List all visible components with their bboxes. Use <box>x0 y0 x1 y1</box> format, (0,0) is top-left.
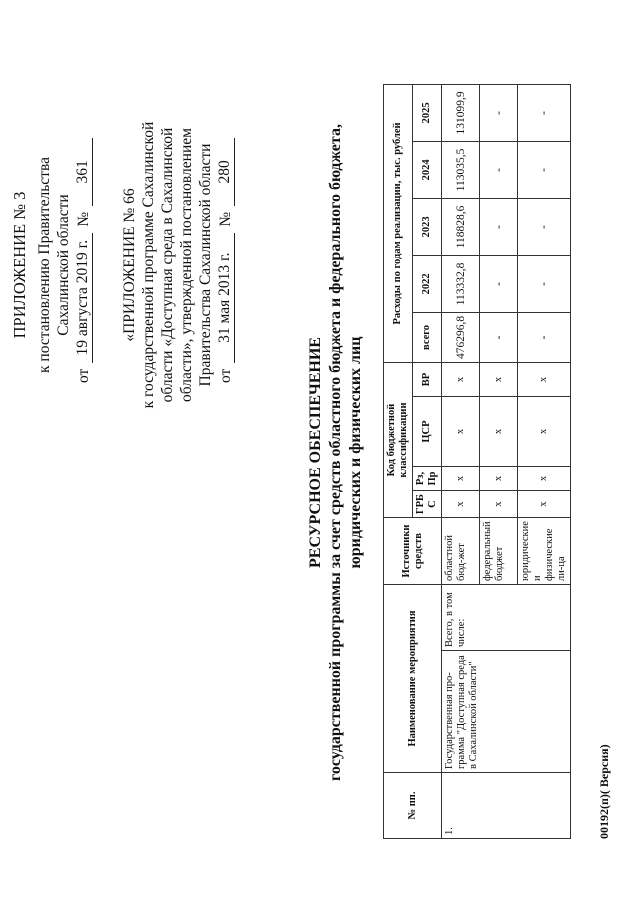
header-2025: 2025 <box>413 84 442 141</box>
appendix-date-row <box>73 95 93 383</box>
appendix-block <box>10 95 93 435</box>
document-title <box>306 0 366 905</box>
row-source: юридические и физические ли-ца <box>518 518 571 585</box>
table-header-row-1 <box>384 84 413 838</box>
row-2024: 113035,5 <box>442 141 480 198</box>
row-total: - <box>480 312 518 362</box>
row-vr: х <box>480 363 518 397</box>
resource-table <box>383 84 571 839</box>
row-rz: х <box>480 467 518 491</box>
appendix-number-sign: № <box>75 211 92 227</box>
title-line-1: РЕСУРСНОЕ ОБЕСПЕЧЕНИЕ <box>307 337 324 568</box>
header-2024: 2024 <box>413 141 442 198</box>
row-source: федеральный бюджет <box>480 518 518 585</box>
appendix-number: ПРИЛОЖЕНИЕ № 3 <box>10 191 29 339</box>
row-total: 476296,8 <box>442 312 480 362</box>
appendix-from-label: от <box>75 368 92 383</box>
row-2024: - <box>518 141 571 198</box>
header-expenses: Расходы по годам реализации, тыс. рублей <box>384 84 413 362</box>
title-line-2: государственной программы за счет средств областного бюджета и федерального бюджета, <box>327 124 344 781</box>
appendix-line-1: к постановлению Правительства <box>36 157 53 373</box>
header-grbs: ГРБ С <box>413 491 442 518</box>
row-csr: х <box>480 397 518 467</box>
row-2024: - <box>480 141 518 198</box>
table-row <box>442 84 480 838</box>
program-appendix-line-1: к государственной программе Сахалинской <box>140 121 157 409</box>
appendix-line-2: Сахалинской области <box>55 194 72 336</box>
program-number-sign: № <box>217 211 234 227</box>
program-appendix-line-4: Правительства Сахалинской области <box>197 143 214 387</box>
row-vr: х <box>518 363 571 397</box>
header-2022: 2022 <box>413 255 442 312</box>
appendix-doc-number: 361 <box>73 138 93 206</box>
header-name: Наименование мероприятия <box>384 585 442 773</box>
row-source: областной бюд-жет <box>442 518 480 585</box>
program-appendix-line-3: области», утвержденной постановлением <box>178 128 195 402</box>
row-number: 1. <box>442 773 571 839</box>
row-grbs: х <box>442 491 480 518</box>
header-num: № пп. <box>384 773 442 839</box>
row-rz: х <box>518 467 571 491</box>
program-doc-number: 280 <box>215 138 235 206</box>
row-2025: 131099,9 <box>442 84 480 141</box>
row-csr: х <box>442 397 480 467</box>
header-rz: Рз, Пр <box>413 467 442 491</box>
header-sources: Источники средств <box>384 518 442 585</box>
row-2023: - <box>518 198 571 255</box>
row-2022: 113332,8 <box>442 255 480 312</box>
program-appendix-line-2: области «Доступная среда в Сахалинской <box>159 127 176 403</box>
row-2025: - <box>518 84 571 141</box>
row-2023: 118828,6 <box>442 198 480 255</box>
row-2023: - <box>480 198 518 255</box>
row-grbs: х <box>480 491 518 518</box>
title-line-3: юридических и физических лиц <box>347 336 364 569</box>
appendix-date: 19 августа 2019 г. <box>73 233 93 363</box>
header-total: всего <box>413 312 442 362</box>
row-2022: - <box>480 255 518 312</box>
header-budget-code: Код бюджетной классификации <box>384 363 413 518</box>
row-vr: х <box>442 363 480 397</box>
document-footer: 00192(п)( Версия) <box>597 744 611 839</box>
row-2025: - <box>480 84 518 141</box>
row-csr: х <box>518 397 571 467</box>
row-total: - <box>518 312 571 362</box>
header-csr: ЦСР <box>413 397 442 467</box>
header-vr: ВР <box>413 363 442 397</box>
program-date: 31 мая 2013 г. <box>215 233 235 363</box>
header-2023: 2023 <box>413 198 442 255</box>
row-2022: - <box>518 255 571 312</box>
program-appendix-number: «ПРИЛОЖЕНИЕ № 66 <box>121 188 138 342</box>
program-appendix-block <box>120 95 235 435</box>
row-including: Всего, в том числе: <box>442 585 571 651</box>
row-rz: х <box>442 467 480 491</box>
program-from-label: от <box>217 368 234 383</box>
row-grbs: х <box>518 491 571 518</box>
row-program-name: Государственная про-грамма "Доступная среда в Сахалинской области" <box>442 651 571 773</box>
program-date-row <box>215 95 235 383</box>
